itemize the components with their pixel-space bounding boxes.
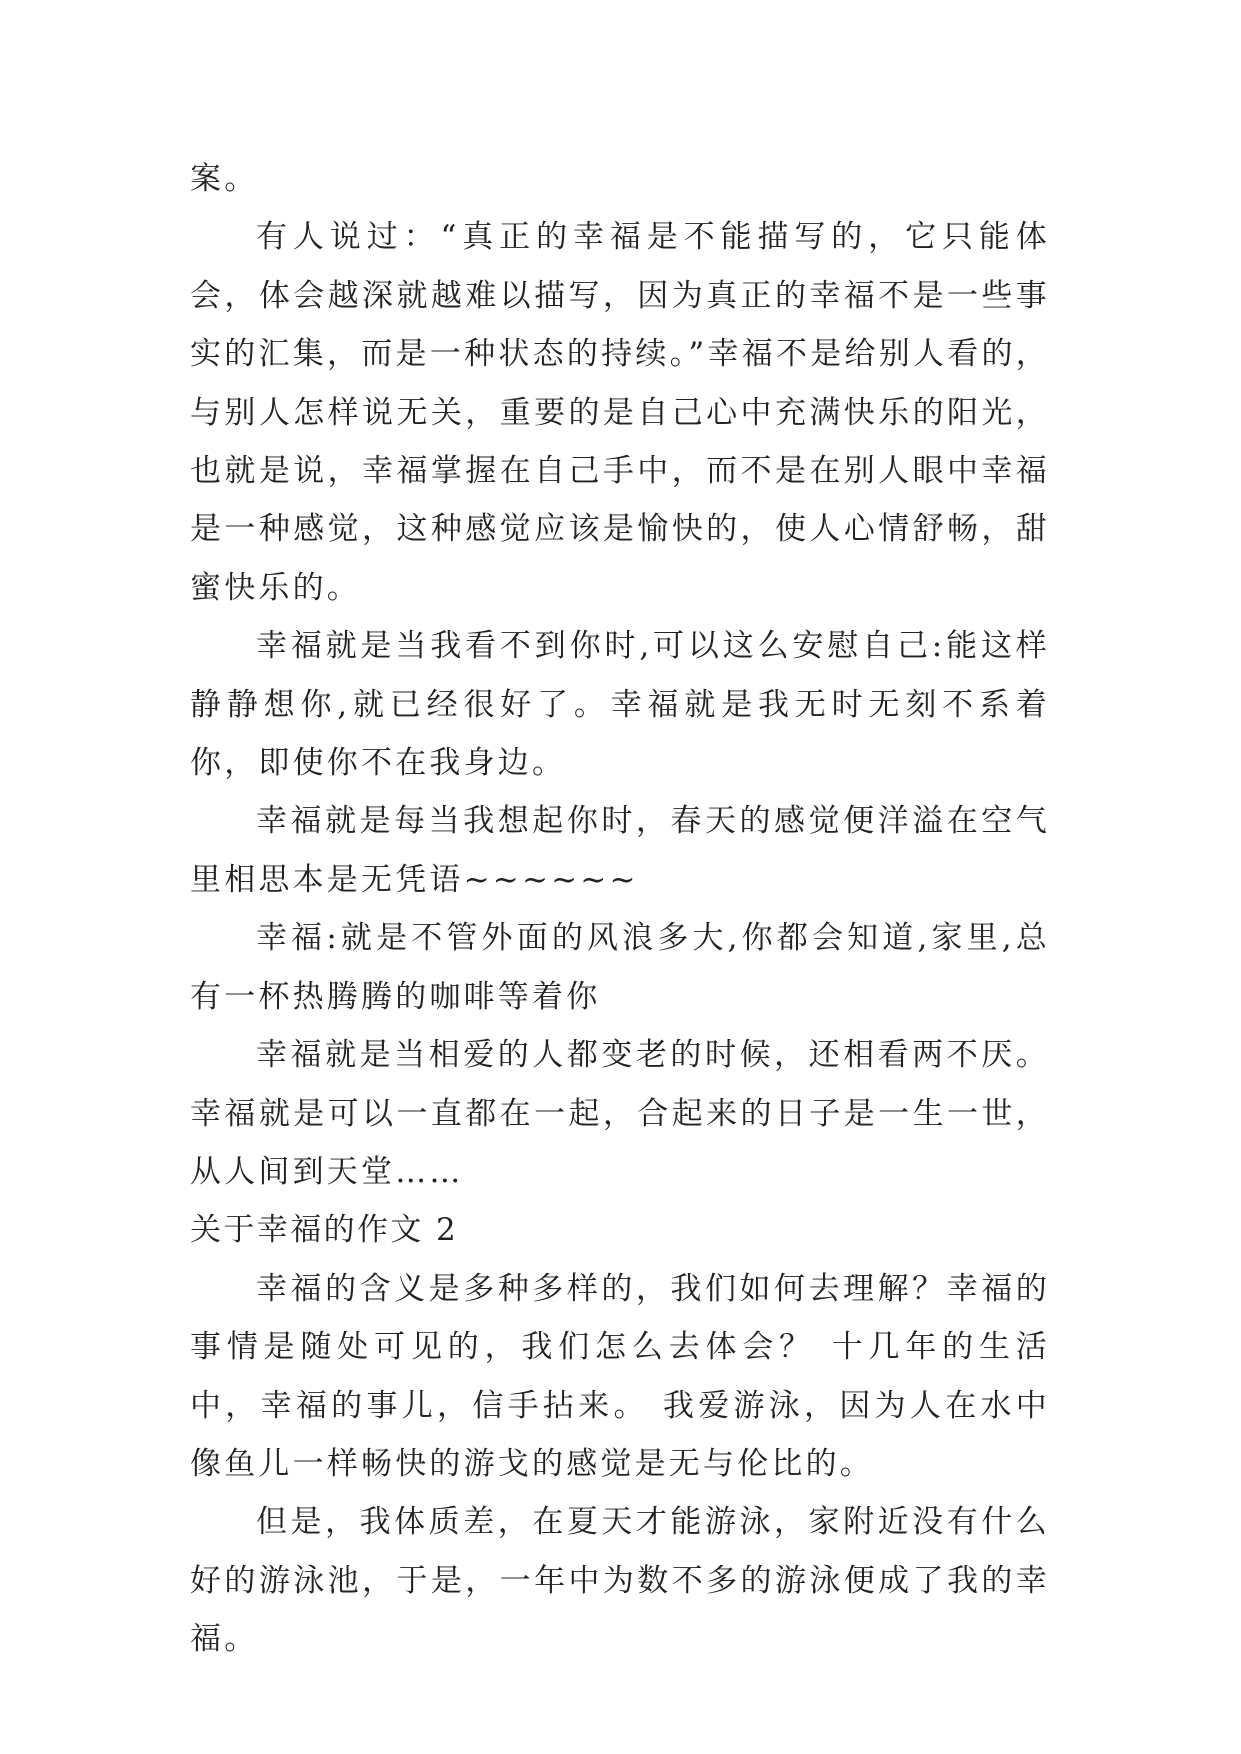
paragraph: 有人说过：“真正的幸福是不能描写的，它只能体会，体会越深就越难以描写，因为真正的幸福不是一些事实的汇集，而是一种状态的持续。”幸福不是给别人看的，与别人怎样说无关，重要的是自己心中充满快乐的阳光，也就是说，幸福掌握在自己手中，而不是在别人眼中幸福是一种感觉，这种感觉应该是愉快的，使人心情舒畅，甜蜜快乐的。 [190,219,1050,606]
paragraph: 幸福就是每当我想起你时，春天的感觉便洋溢在空气里相思本是无凭语~~~~~~ [190,803,1050,898]
paragraph: 幸福的含义是多种多样的，我们如何去理解？幸福的事情是随处可见的，我们怎么去体会？ 十几年的生活中，幸福的事儿，信手拈来。 我爱游泳，因为人在水中像鱼儿一样畅快的游戈的感觉是无与伦比的。 [190,1270,1050,1482]
paragraph: 但是，我体质差，在夏天才能游泳，家附近没有什么好的游泳池，于是，一年中为数不多的游泳便成了我的幸福。 [190,1504,1050,1658]
paragraph: 幸福就是当相爱的人都变老的时候，还相看两不厌。幸福就是可以一直都在一起，合起来的日子是一生一世，从人间到天堂…… [190,1037,1050,1190]
paragraph-continuation: 案。 [190,161,259,197]
paragraph: 幸福就是当我看不到你时,可以这么安慰自己:能这样静静想你,就已经很好了。幸福就是我无时无刻不系着你，即使你不在我身边。 [190,628,1050,782]
section-heading: 关于幸福的作文 2 [190,1212,459,1249]
paragraph: 幸福:就是不管外面的风浪多大,你都会知道,家里,总有一杯热腾腾的咖啡等着你 [190,920,1050,1015]
document-body [190,150,1050,1669]
